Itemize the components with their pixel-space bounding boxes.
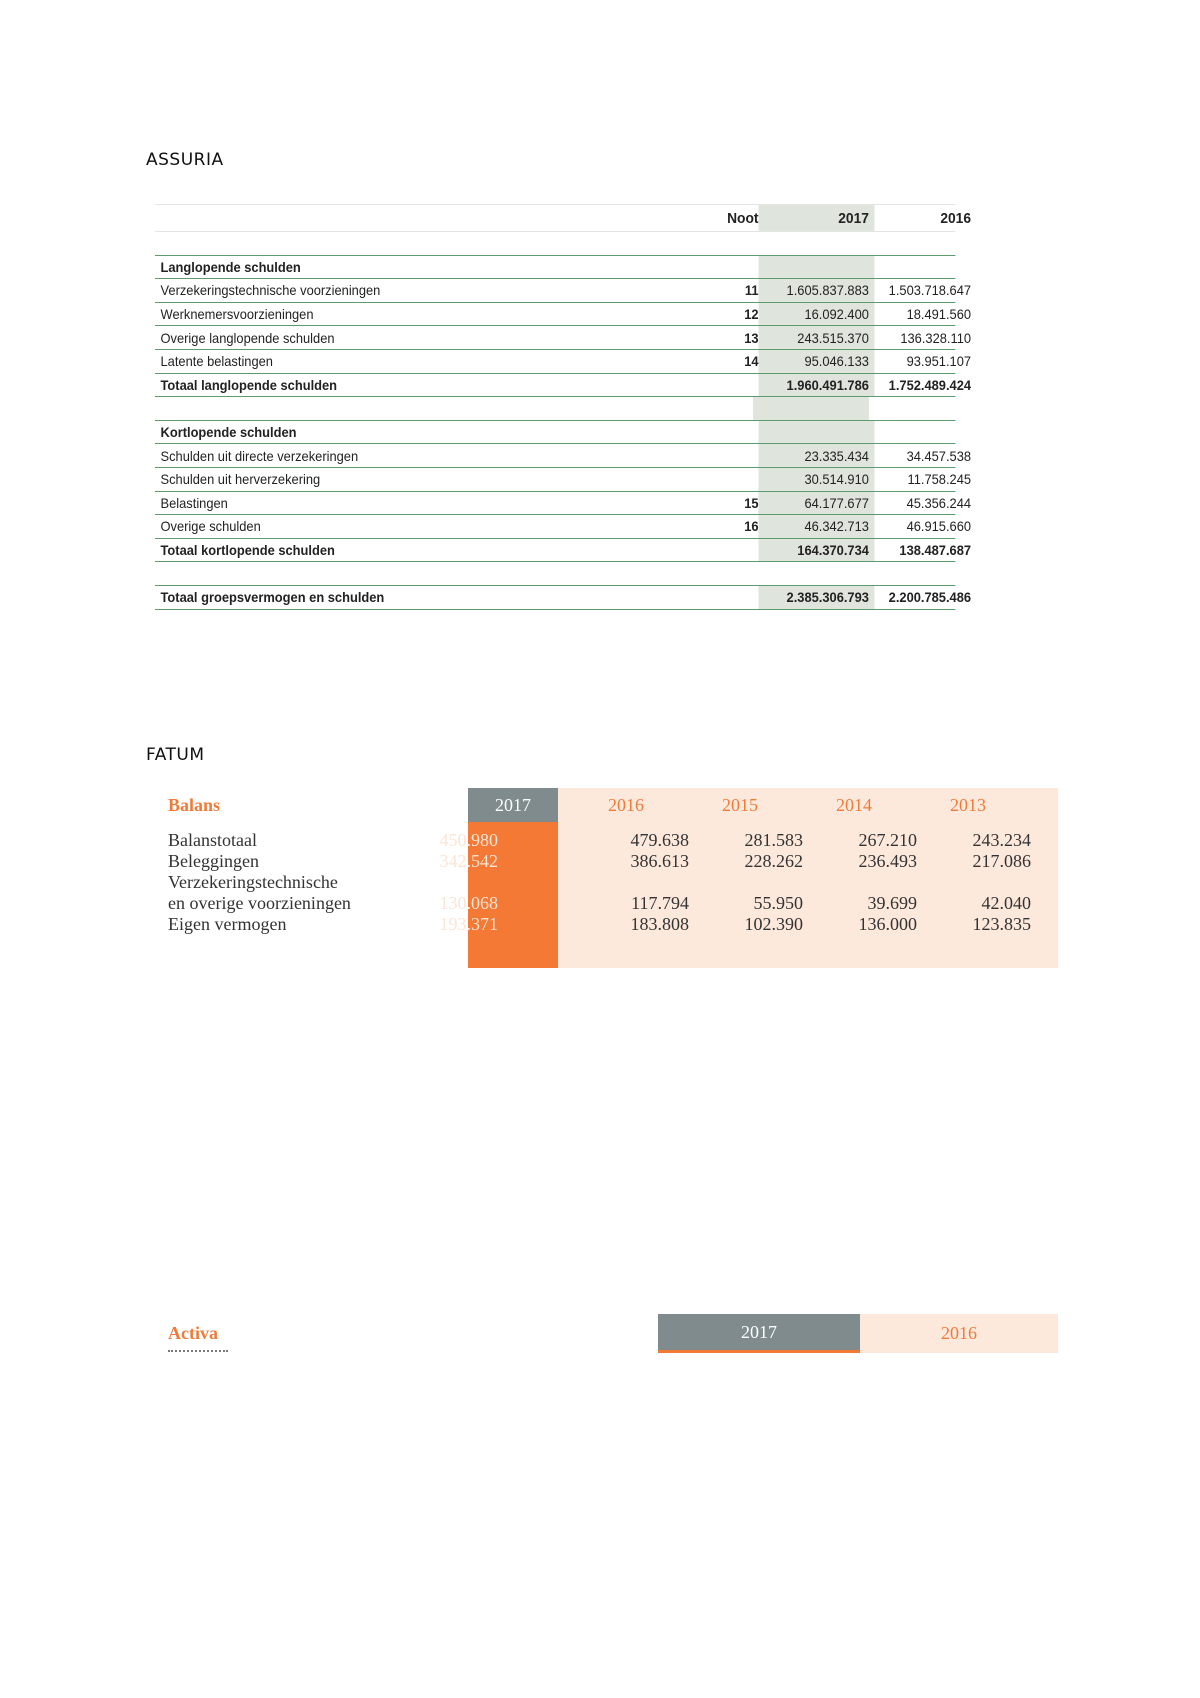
header-2016: 2016 xyxy=(940,209,972,227)
row-label: Werknemersvoorzieningen xyxy=(160,306,314,323)
balans-value: 386.613 xyxy=(630,851,689,871)
long-heading: Langlopende schulden xyxy=(160,258,301,275)
row-value-2016: 93.951.107 xyxy=(906,353,972,370)
activa-year-2017: 2017 xyxy=(658,1314,860,1353)
fatum-balans-table xyxy=(158,788,1058,968)
row-label: Schulden uit herverzekering xyxy=(160,471,321,488)
row-value-2017: 1.605.837.883 xyxy=(759,279,875,302)
table-row xyxy=(155,279,972,303)
activa-title: Activa xyxy=(168,1323,218,1343)
balans-year-2013: 2013 xyxy=(950,795,986,815)
row-label: Schulden uit directe verzekeringen xyxy=(160,447,359,464)
balans-value: 117.794 xyxy=(631,893,689,913)
row-value-2017: 30.514.910 xyxy=(759,468,875,491)
row-label: Latente belastingen xyxy=(160,353,273,370)
table-row xyxy=(155,444,972,468)
balans-row-label: en overige voorzieningen xyxy=(168,893,351,913)
balans-year-2014: 2014 xyxy=(836,795,872,815)
balans-value: 281.583 xyxy=(744,830,803,850)
balans-value: 342.542 xyxy=(439,851,498,871)
table-row xyxy=(155,350,972,374)
assuria-section-title: ASSURIA xyxy=(146,150,224,170)
balans-value: 479.638 xyxy=(630,830,689,850)
row-value-2017: 46.342.713 xyxy=(759,515,875,538)
table-row xyxy=(155,515,972,539)
table-row xyxy=(155,492,972,516)
row-value-2017: 23.335.434 xyxy=(759,444,875,467)
header-note: Noot xyxy=(727,209,759,227)
balans-year-2016: 2016 xyxy=(608,795,644,815)
balans-value: 450.980 xyxy=(439,830,498,850)
long-heading-row xyxy=(155,255,955,280)
header-2017: 2017 xyxy=(759,205,875,231)
balans-title: Balans xyxy=(168,795,221,815)
balans-year-2017: 2017 xyxy=(495,795,531,815)
row-label: Verzekeringstechnische voorzieningen xyxy=(160,282,381,299)
balans-value: 130.068 xyxy=(439,893,498,913)
assuria-header-row xyxy=(155,204,972,232)
balans-value: 267.210 xyxy=(858,830,917,850)
row-value-2016: 46.915.660 xyxy=(906,518,972,535)
balans-row-label: Beleggingen xyxy=(168,851,259,871)
row-value-2016: 18.491.560 xyxy=(906,306,972,323)
long-total-row: Totaal langlopende schulden 1.960.491.786 1.752.489.424 xyxy=(155,374,955,398)
row-value-2017: 95.046.133 xyxy=(759,350,875,373)
row-label: Overige schulden xyxy=(160,518,261,535)
balans-value: 136.000 xyxy=(858,914,917,934)
balans-year-2015: 2015 xyxy=(722,795,758,815)
row-value-2017: 64.177.677 xyxy=(759,492,875,515)
long-rows xyxy=(155,279,972,373)
balans-value: 228.262 xyxy=(744,851,803,871)
balans-value: 193.371 xyxy=(439,914,498,934)
table-row xyxy=(155,468,972,492)
balans-value: 102.390 xyxy=(744,914,803,934)
short-heading: Kortlopende schulden xyxy=(160,424,297,441)
short-rows xyxy=(155,444,972,538)
grand-total-row: Totaal groepsvermogen en schulden 2.385.306.793 2.200.785.486 xyxy=(155,586,955,610)
row-value-2016: 45.356.244 xyxy=(906,494,972,511)
row-value-2016: 34.457.538 xyxy=(906,447,972,464)
row-note: 11 xyxy=(744,282,759,299)
row-note: 12 xyxy=(744,306,759,323)
row-note: 13 xyxy=(744,329,759,346)
row-note: 15 xyxy=(744,494,759,511)
balans-value: 123.835 xyxy=(972,914,1031,934)
activa-year-2016: 2016 xyxy=(860,1314,1058,1353)
balans-value: 42.040 xyxy=(981,893,1031,913)
row-value-2017: 243.515.370 xyxy=(759,326,875,349)
fatum-activa-table xyxy=(158,1314,1058,1354)
table-row xyxy=(155,326,972,350)
assuria-balance-table xyxy=(155,204,972,610)
balans-value: 243.234 xyxy=(972,830,1031,850)
row-label: Belastingen xyxy=(160,494,228,511)
short-total-row: Totaal kortlopende schulden 164.370.734 138.487.687 xyxy=(155,539,955,563)
row-value-2016: 136.328.110 xyxy=(900,329,972,346)
balans-value: 236.493 xyxy=(858,851,917,871)
row-note: 14 xyxy=(744,353,759,370)
row-note: 16 xyxy=(744,518,759,535)
balans-row-label: Eigen vermogen xyxy=(168,914,287,934)
fatum-section-title: FATUM xyxy=(146,745,205,765)
balans-value: 55.950 xyxy=(753,893,803,913)
row-value-2016: 11.758.245 xyxy=(907,471,972,488)
balans-value: 183.808 xyxy=(630,914,689,934)
balans-row-label: Balanstotaal xyxy=(168,830,257,850)
row-value-2017: 16.092.400 xyxy=(759,303,875,326)
table-row xyxy=(155,303,972,327)
balans-value: 39.699 xyxy=(867,893,917,913)
balans-value: 217.086 xyxy=(972,851,1031,871)
balans-row-label: Verzekeringstechnische xyxy=(168,872,338,892)
row-value-2016: 1.503.718.647 xyxy=(888,282,972,299)
row-label: Overige langlopende schulden xyxy=(160,329,335,346)
short-heading-row xyxy=(155,420,955,445)
